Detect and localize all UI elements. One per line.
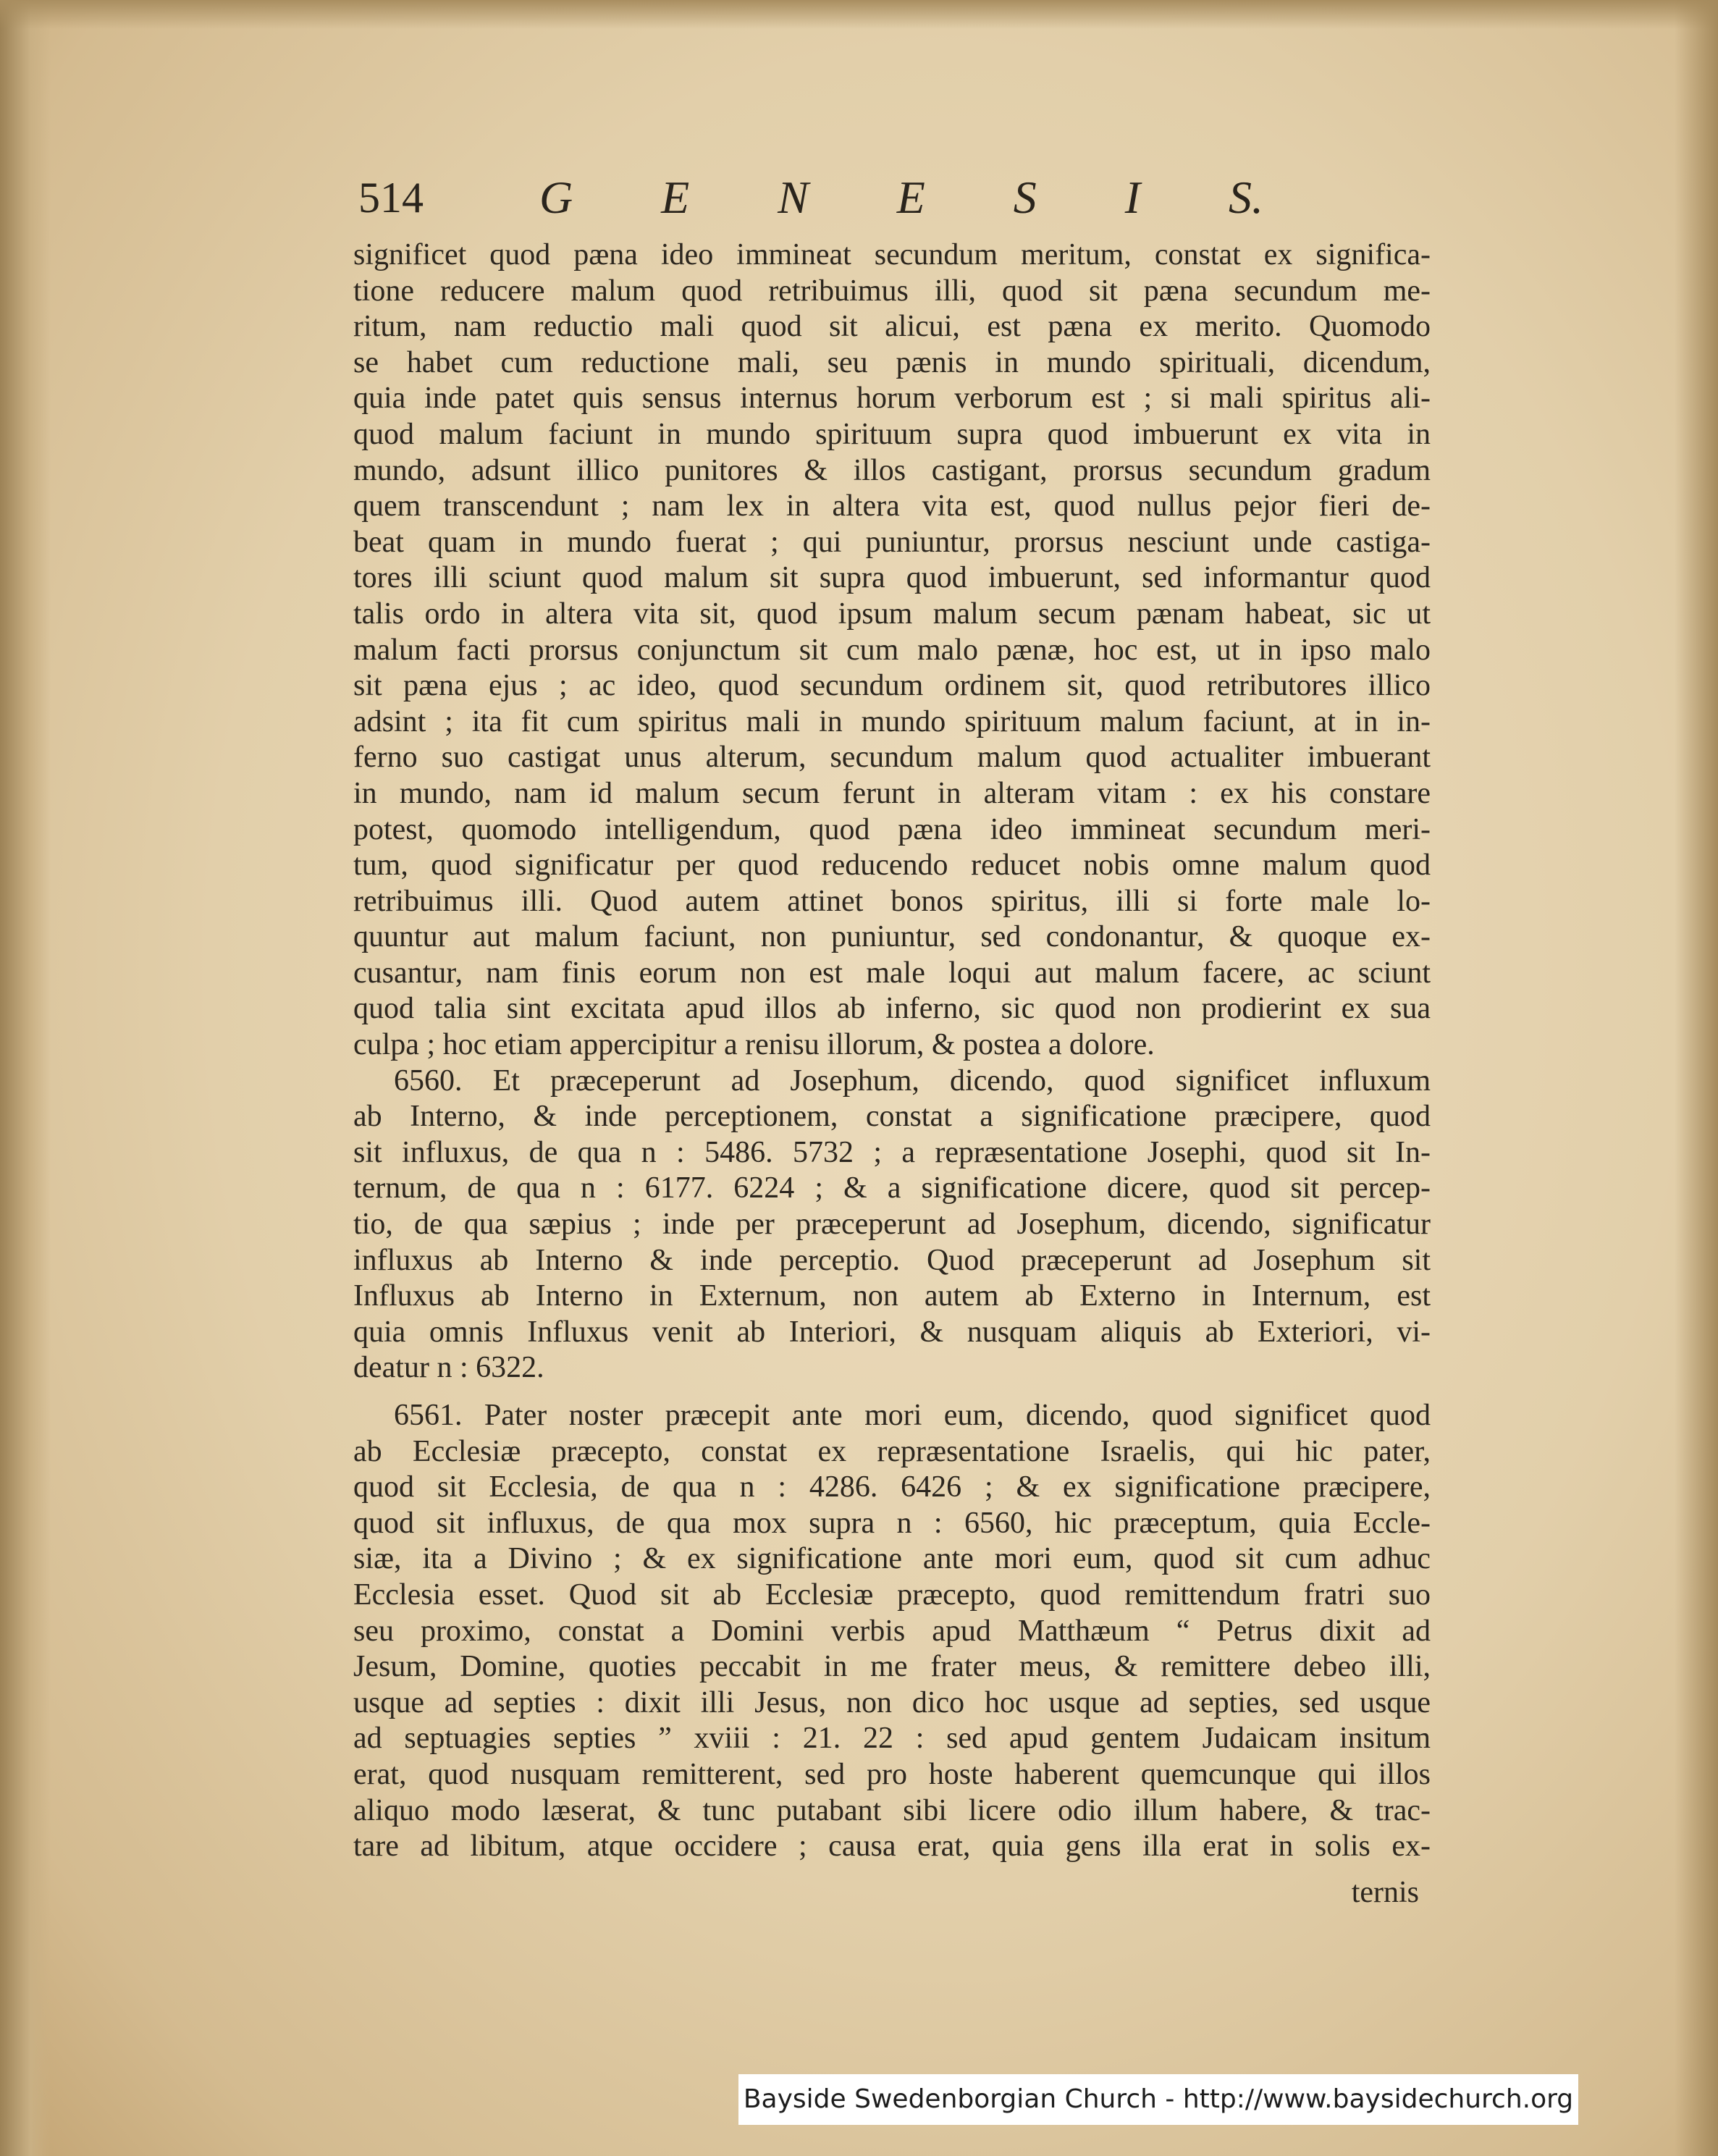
text-line: se habet cum reductione mali, seu pænis in mundo spirituali, dicendum, [353,345,1431,379]
text-line: ternum, de qua n : 6177. 6224 ; & a significatione dicere, quod sit percep- [353,1171,1431,1205]
title-letter: N [778,172,809,223]
text-line: ad septuagies septies ” xviii : 21. 22 : sed apud gentem Judaicam insitum [353,1722,1431,1756]
text-line: Jesum, Domine, quoties peccabit in me frater meus, & remittere debeo illi, [353,1650,1431,1684]
title-letter: S. [1228,172,1263,223]
right-edge-shadow [1675,0,1718,2156]
text-line: beat quam in mundo fuerat ; qui puniuntur, prorsus nesciunt unde castiga- [353,525,1431,559]
text-line: Influxus ab Interno in Externum, non autem ab Externo in Internum, est [353,1279,1431,1313]
text-line: quod sit influxus, de qua mox supra n : 6560, hic præceptum, quia Eccle- [353,1506,1431,1540]
text-line: deatur n : 6322. [353,1351,544,1385]
title-letter: G [539,172,573,223]
text-line: tio, de qua sæpius ; inde per præceperunt ad Josephum, dicendo, significatur [353,1208,1431,1242]
text-line: influxus ab Interno & inde perceptio. Quod præceperunt ad Josephum sit [353,1243,1431,1277]
paragraph-6560-start: 6560. Et præceperunt ad Josephum, dicendo, quod significet influxum [394,1064,1431,1098]
text-line: seu proximo, constat a Domini verbis apud Matthæum “ Petrus dixit ad [353,1614,1431,1648]
text-line: quod talia sint excitata apud illos ab inferno, sic quod non prodierint ex sua [353,992,1431,1026]
catchword: ternis [1351,1876,1419,1909]
text-line: usque ad septies : dixit illi Jesus, non dico hoc usque ad septies, sed usque [353,1685,1431,1719]
book-gutter-shadow [0,0,51,2156]
text-line: tum, quod significatur per quod reducendo reducet nobis omne malum quod [353,848,1431,883]
text-line: quod sit Ecclesia, de qua n : 4286. 6426 ; & ex significatione præcipere, [353,1470,1431,1504]
title-letter: I [1124,172,1141,223]
top-edge-shadow [0,0,1718,29]
text-line: quia omnis Influxus venit ab Interiori, & nusquam aliquis ab Exteriori, vi- [353,1315,1431,1349]
text-line: talis ordo in altera vita sit, quod ipsum malum secum pænam habeat, sic ut [353,597,1431,631]
text-line: in mundo, nam id malum secum ferunt in alteram vitam : ex his constare [353,776,1431,810]
text-line: adsint ; ita fit cum spiritus mali in mundo spirituum malum faciunt, at in in- [353,704,1431,738]
text-line: quem transcendunt ; nam lex in altera vita est, quod nullus pejor fieri de- [353,489,1431,523]
page-number: 514 [358,174,424,222]
site-watermark: Bayside Swedenborgian Church - http://www.baysidechurch.org [738,2074,1578,2125]
text-line: siæ, ita a Divino ; & ex significatione ante mori eum, quod sit cum adhuc [353,1542,1431,1576]
text-line: quod malum faciunt in mundo spirituum supra quod imbuerunt ex vita in [353,417,1431,451]
text-line: aliquo modo læserat, & tunc putabant sibi licere odio illum habere, & trac- [353,1793,1431,1827]
text-line: quuntur aut malum faciunt, non puniuntur, sed condonantur, & quoque ex- [353,920,1431,954]
text-line: sit pæna ejus ; ac ideo, quod secundum ordinem sit, quod retributores illico [353,669,1431,703]
text-line: tare ad libitum, atque occidere ; causa erat, quia gens illa erat in solis ex- [353,1829,1431,1864]
text-line: tores illi sciunt quod malum sit supra quod imbuerunt, sed informantur quod [353,561,1431,595]
text-line: mundo, adsunt illico punitores & illos castigant, prorsus secundum gradum [353,453,1431,487]
title-letter: E [661,172,690,223]
page-header [358,165,1263,237]
text-line: erat, quod nusquam remitterent, sed pro hoste haberent quemcunque qui illos [353,1757,1431,1791]
title-letter: S [1013,172,1037,223]
body-text [353,237,1431,1865]
paragraph-6561-start: 6561. Pater noster præcepit ante mori eum, dicendo, quod significet quod [394,1399,1431,1432]
text-line: ab Ecclesiæ præcepto, constat ex repræsentatione Israelis, qui hic pater, [353,1434,1431,1468]
text-line: culpa ; hoc etiam appercipitur a renisu illorum, & postea a dolore. [353,1028,1155,1062]
text-line: malum facti prorsus conjunctum sit cum malo pænæ, hoc est, ut in ipso malo [353,633,1431,667]
title-letter: E [896,172,925,223]
text-line: tione reducere malum quod retribuimus illi, quod sit pæna secundum me- [353,274,1431,308]
text-line: ab Interno, & inde perceptionem, constat a significatione præcipere, quod [353,1100,1431,1134]
text-line: ferno suo castigat unus alterum, secundum malum quod actualiter imbuerant [353,741,1431,775]
text-line: sit influxus, de qua n : 5486. 5732 ; a repræsentatione Josephi, quod sit In- [353,1135,1431,1169]
text-line: ritum, nam reductio mali quod sit alicui, est pæna ex merito. Quomodo [353,310,1431,344]
text-line: cusantur, nam finis eorum non est male loqui aut malum facere, ac sciunt [353,956,1431,990]
text-line: quia inde patet quis sensus internus horum verborum est ; si mali spiritus ali- [353,382,1431,416]
text-line: retribuimus illi. Quod autem attinet bonos spiritus, illi si forte male lo- [353,884,1431,918]
text-line: Ecclesia esset. Quod sit ab Ecclesiæ præcepto, quod remittendum fratri suo [353,1578,1431,1612]
text-line: significet quod pæna ideo immineat secundum meritum, constat ex significa- [353,238,1431,271]
text-line: potest, quomodo intelligendum, quod pæna ideo immineat secundum meri- [353,812,1431,846]
running-title [539,165,1263,230]
